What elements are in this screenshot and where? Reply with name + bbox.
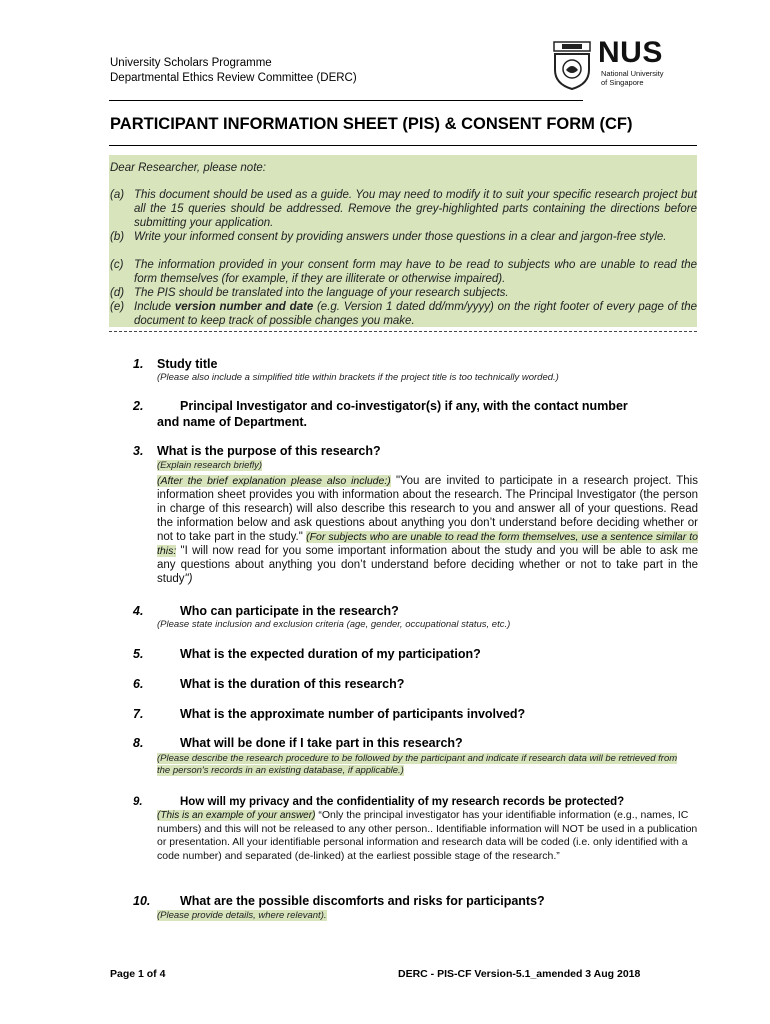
question-number: 4. bbox=[133, 604, 144, 618]
question-title: What is the expected duration of my participation? bbox=[180, 647, 481, 661]
note-intro: Dear Researcher, please note: bbox=[110, 162, 266, 174]
dashed-separator bbox=[109, 331, 697, 332]
note-text-pre: Include bbox=[134, 301, 175, 313]
question-number: 9. bbox=[133, 796, 143, 808]
page-title: PARTICIPANT INFORMATION SHEET (PIS) & CONSENT FORM (CF) bbox=[110, 115, 633, 133]
note-text-bold: version number and date bbox=[174, 301, 314, 313]
question-number: 7. bbox=[133, 707, 144, 721]
answer-hint: (This is an example of your answer) bbox=[157, 810, 316, 821]
answer-text: “Only the principal investigator has your identifiable information (e.g., names, IC numbers) and this will not be released to any other person.. Identifiable information will NOT be used in a publication or presentation. All your identifiable personal information and research data will be coded (i.e. only identified with a code number) and separated (de-linked) at the earliest possible stage of the research.” bbox=[157, 809, 698, 862]
question-number: 5. bbox=[133, 647, 144, 661]
answer-text: "You are invited to participate in a research project. This information sheet provides you with information about the research. The Principal Investigator (the person in charge of this research) will also describe this research to you and answer all of your questions. Read the information below and ask questions about anything you don’t understand before deciding whether or not to take part in the study." bbox=[157, 475, 698, 543]
header-divider bbox=[109, 100, 583, 101]
question-title: What will be done if I take part in this research? bbox=[180, 736, 463, 750]
question-number: 6. bbox=[133, 677, 144, 691]
note-item-text: Write your informed consent by providing answers under those questions in a clear and jargon-free style. bbox=[134, 231, 667, 243]
question-1-hint: (Please also include a simplified title within brackets if the project title is too technically worded.) bbox=[157, 372, 559, 383]
question-title: How will my privacy and the confidentiality of my research records be protected? bbox=[180, 796, 625, 808]
question-title: Study title bbox=[157, 357, 218, 371]
note-item-label: (e) bbox=[110, 301, 125, 313]
question-title: What is the duration of this research? bbox=[180, 677, 405, 691]
hint-highlight: (Explain research briefly) bbox=[157, 460, 263, 471]
header-committee: Departmental Ethics Review Committee (DERC) bbox=[110, 72, 357, 84]
note-item-text: The PIS should be translated into the language of your research subjects. bbox=[134, 287, 509, 299]
hint-highlight: (Please describe the research procedure to be followed by the participant and indicate if research data will be retrieved from the person's records in an existing database, if applicable.) bbox=[157, 753, 678, 776]
answer-hint-2: (For subjects who are unable to read the form themselves, use a sentence similar to this: bbox=[157, 531, 698, 557]
note-text-post: (e.g. Version 1 dated dd/mm/yyyy) on the right footer of every page of the document to keep track of possible changes you make. bbox=[134, 301, 697, 327]
question-title: Who can participate in the research? bbox=[180, 604, 399, 618]
question-number: 3. bbox=[133, 444, 144, 458]
question-number: 10. bbox=[133, 894, 151, 908]
question-title: What are the possible discomforts and risks for participants? bbox=[180, 894, 545, 908]
question-number: 8. bbox=[133, 736, 144, 750]
document-version: DERC - PIS-CF Version-5.1_amended 3 Aug 2018 bbox=[398, 968, 641, 980]
note-item-text bbox=[134, 300, 697, 328]
note-item-text: The information provided in your consent form may have to be read to subjects who are unable to read the form themselves (for example, if they are illiterate or otherwise impaired). bbox=[134, 259, 697, 285]
answer-hint: (After the brief explanation please also include:) bbox=[157, 475, 391, 487]
question-3-hint bbox=[157, 460, 262, 472]
question-number: 2. bbox=[133, 399, 144, 413]
note-item-label: (b) bbox=[110, 231, 125, 243]
nus-wordmark: NUS bbox=[598, 36, 663, 69]
university-crest-icon bbox=[552, 40, 592, 90]
hint-highlight: (Please provide details, where relevant). bbox=[157, 910, 327, 921]
question-10-hint bbox=[157, 910, 327, 922]
question-4-hint: (Please state inclusion and exclusion criteria (age, gender, occupational status, etc.) bbox=[157, 619, 511, 630]
question-title: What is the purpose of this research? bbox=[157, 444, 381, 458]
answer-text-2: "I will now read for you some important information about the study and you will be able to ask me any questions about anything you don’t understand before deciding whether or not to take part in the study bbox=[157, 545, 698, 585]
note-item-text: This document should be used as a guide. You may need to modify it to suit your specific research project but all the 15 queries should be addressed. Remove the grey-highlighted parts containing the directions before submitting your application. bbox=[134, 189, 697, 229]
question-number: 1. bbox=[133, 357, 144, 371]
question-title-cont: and name of Department. bbox=[157, 415, 308, 429]
note-item-label: (d) bbox=[110, 287, 125, 299]
nus-logo bbox=[552, 36, 682, 90]
nus-subtitle-1: National University bbox=[601, 69, 664, 78]
note-item-label: (a) bbox=[110, 189, 125, 201]
note-item-label: (c) bbox=[110, 259, 124, 271]
question-title: Principal Investigator and co-investigator(s) if any, with the contact number bbox=[180, 399, 628, 413]
question-8-hint bbox=[157, 753, 687, 777]
header-programme: University Scholars Programme bbox=[110, 57, 272, 69]
question-title: What is the approximate number of participants involved? bbox=[180, 707, 526, 721]
question-9-answer bbox=[157, 809, 698, 863]
question-3-answer bbox=[157, 474, 698, 586]
title-divider bbox=[109, 145, 697, 146]
answer-end: ") bbox=[184, 573, 193, 585]
nus-subtitle-2: of Singapore bbox=[601, 78, 644, 87]
page-number: Page 1 of 4 bbox=[110, 968, 166, 980]
